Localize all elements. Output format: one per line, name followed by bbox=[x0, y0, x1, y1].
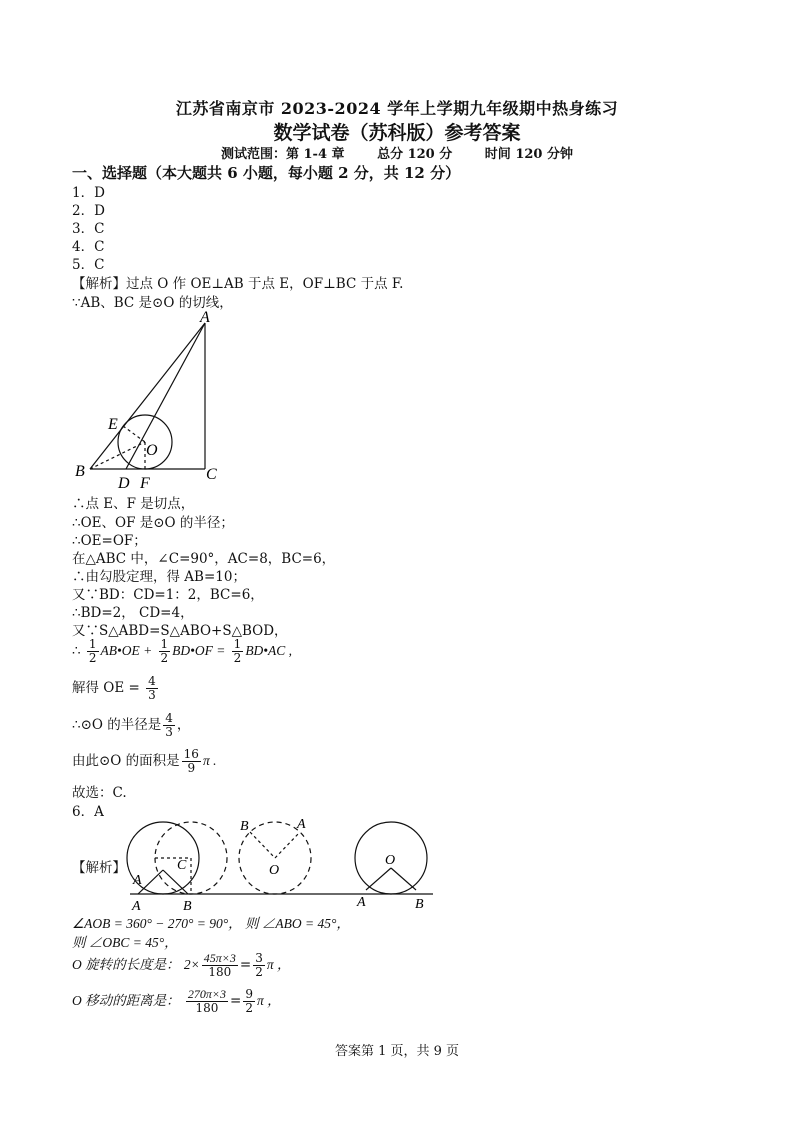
frac-den: 3 bbox=[165, 725, 173, 739]
q6-label-b4: B bbox=[415, 897, 424, 912]
q5-line-4: ∴OE、OF 是⊙O 的半径； bbox=[72, 515, 234, 531]
answer-3: 3．C bbox=[72, 221, 105, 237]
exam-title: 江苏省南京市 2023-2024 学年上学期九年级期中热身练习 bbox=[175, 99, 619, 118]
equals: = bbox=[230, 993, 242, 1009]
q6-label-b2: B bbox=[183, 899, 192, 912]
label-e: E bbox=[108, 416, 118, 433]
fraction-rotation bbox=[202, 952, 238, 979]
q6-label-a: A bbox=[133, 873, 142, 888]
q6-label-b3: B bbox=[240, 819, 249, 834]
frac-den: 2 bbox=[245, 1001, 253, 1015]
q6-label-a2: A bbox=[132, 899, 141, 912]
exam-scope: 测试范围：第 1-4 章 bbox=[220, 147, 345, 162]
therefore-sign: ∴ bbox=[72, 643, 81, 659]
q6-angle-obc: 则 ∠OBC = 45°， bbox=[72, 935, 178, 950]
frac-num: 1 bbox=[160, 637, 169, 651]
label-b: B bbox=[75, 463, 85, 480]
frac-num: 270π×3 bbox=[187, 987, 227, 1001]
fraction-half-3 bbox=[232, 638, 244, 665]
fraction-radius bbox=[163, 712, 175, 739]
angle-abo: 则 ∠ABO = 45°， bbox=[245, 916, 350, 931]
move-text: O 移动的距离是： bbox=[72, 993, 180, 1008]
q5-line-9: ∴BD=2， CD=4， bbox=[72, 605, 194, 621]
frac-den: 180 bbox=[195, 1001, 219, 1015]
term-bd-of: BD•OF = bbox=[172, 643, 226, 658]
q5-area-equation bbox=[72, 638, 292, 665]
frac-num: 4 bbox=[148, 674, 156, 688]
section-heading: 一、选择题（本大题共 6 小题，每小题 2 分，共 12 分） bbox=[72, 164, 461, 182]
pi-symbol: π ， bbox=[266, 957, 291, 972]
q5-line-6: 在△ABC 中，∠C=90°，AC=8，BC=6， bbox=[72, 551, 336, 567]
fraction-three-halves bbox=[253, 952, 265, 979]
angle-aob: ∠AOB = 360° − 270° = 90°， bbox=[72, 916, 242, 931]
frac-num: 4 bbox=[165, 711, 173, 725]
fraction-half-1 bbox=[87, 638, 99, 665]
comma: ， bbox=[176, 717, 191, 733]
pi-symbol: π . bbox=[202, 753, 217, 768]
term-ab-oe: AB•OE + bbox=[100, 643, 153, 658]
q6-analysis: 【解析】 bbox=[72, 860, 126, 876]
fraction-half-2 bbox=[159, 638, 171, 665]
q5-analysis: 【解析】过点 O 作 OE⊥AB 于点 E，OF⊥BC 于点 F. bbox=[72, 276, 404, 292]
q5-line-3: ∴点 E、F 是切点， bbox=[72, 496, 195, 512]
q5-radius bbox=[72, 712, 190, 739]
q5-solve-oe bbox=[72, 675, 160, 702]
label-o: O bbox=[146, 442, 158, 459]
q6-move-distance bbox=[72, 988, 281, 1015]
frac-num: 1 bbox=[88, 637, 97, 651]
exam-total: 总分 120 分 bbox=[377, 147, 453, 162]
label-f: F bbox=[140, 475, 150, 490]
label-c: C bbox=[206, 466, 217, 483]
q5-line-10: 又∵S△ABD=S△ABO+S△BOD， bbox=[72, 623, 288, 639]
q6-label-o4: O bbox=[385, 853, 396, 868]
q5-line-8: 又∵BD：CD=1：2，BC=6， bbox=[72, 587, 264, 603]
q6-label-a3: A bbox=[297, 817, 306, 832]
frac-den: 2 bbox=[88, 651, 97, 665]
exam-info bbox=[0, 143, 794, 162]
q5-line-7: ∴由勾股定理，得 AB=10； bbox=[72, 569, 246, 585]
q6-label-o3: O bbox=[269, 863, 280, 878]
frac-den: 2 bbox=[160, 651, 169, 665]
q6-label-c: C bbox=[177, 858, 187, 873]
q6-rolling-figure bbox=[125, 812, 445, 912]
fraction-nine-halves bbox=[243, 988, 255, 1015]
area-text: 由此⊙O 的面积是 bbox=[72, 753, 180, 769]
term-bd-ac: BD•AC , bbox=[245, 643, 293, 658]
frac-den: 3 bbox=[148, 688, 156, 702]
frac-den: 2 bbox=[255, 965, 263, 979]
answer-4: 4．C bbox=[72, 239, 105, 255]
exam-time: 时间 120 分钟 bbox=[484, 147, 573, 162]
label-a: A bbox=[200, 309, 210, 326]
rotation-text: O 旋转的长度是： bbox=[72, 957, 180, 972]
fraction-area bbox=[182, 748, 201, 775]
answer-2: 2．D bbox=[72, 203, 105, 219]
answer-6: 6．A bbox=[72, 804, 104, 820]
q6-angle-aob bbox=[72, 912, 350, 932]
fraction-move bbox=[186, 988, 228, 1015]
frac-den: 9 bbox=[187, 761, 196, 775]
q6-label-a4: A bbox=[357, 895, 366, 910]
pi-symbol: π ， bbox=[256, 993, 281, 1008]
frac-den: 180 bbox=[208, 965, 232, 979]
equals: = bbox=[239, 957, 252, 973]
frac-num: 9 bbox=[245, 987, 253, 1001]
frac-num: 16 bbox=[183, 747, 199, 761]
radius-text: ∴⊙O 的半径是 bbox=[72, 717, 162, 733]
solve-text: 解得 OE = bbox=[72, 680, 140, 696]
q5-line-2: ∵AB、BC 是⊙O 的切线， bbox=[72, 295, 233, 311]
answer-5: 5．C bbox=[72, 257, 105, 273]
frac-num: 45π×3 bbox=[203, 951, 236, 965]
q5-choice: 故选：C. bbox=[72, 785, 127, 801]
label-d: D bbox=[118, 475, 130, 490]
q5-triangle-figure bbox=[70, 305, 230, 490]
fraction-oe bbox=[146, 675, 158, 702]
q5-line-5: ∴OE=OF； bbox=[72, 533, 147, 549]
page-footer: 答案第 1 页，共 9 页 bbox=[334, 1044, 460, 1059]
q5-area bbox=[72, 748, 216, 775]
frac-num: 1 bbox=[233, 637, 242, 651]
q6-rotation-length bbox=[72, 952, 291, 979]
answer-1: 1．D bbox=[72, 185, 105, 201]
frac-num: 3 bbox=[255, 951, 263, 965]
frac-den: 2 bbox=[233, 651, 242, 665]
answer-title: 数学试卷（苏科版）参考答案 bbox=[273, 122, 521, 144]
coef-2: 2× bbox=[183, 957, 200, 972]
